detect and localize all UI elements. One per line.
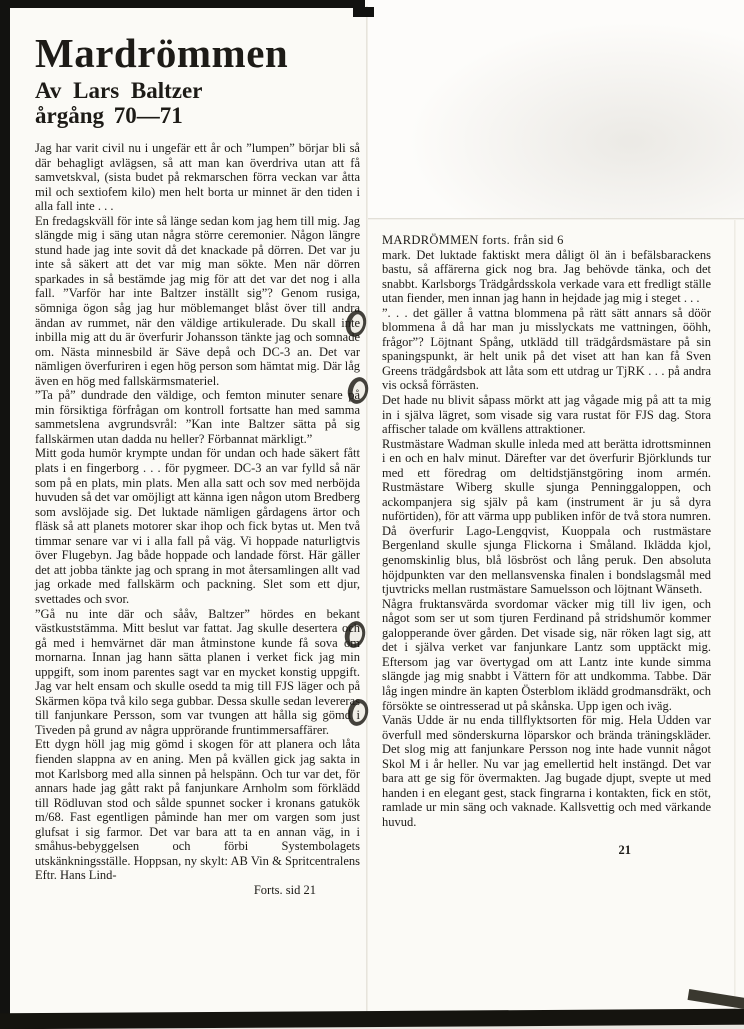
right-sheet-top-edge: [368, 218, 744, 220]
right-column: [382, 233, 711, 858]
paragraph: ”Ta på” dundrade den väldige, och femton minuter senare på min försiktiga förfrågan om kontroll fortsatte han med samma sammetslena avgrundsvrål: ”Kan inte Baltzer sätta på sig fallskärmen utan dadda nu heller? Förbannat märkligt.”: [35, 388, 360, 446]
paragraph: mark. Det luktade faktiskt mera dåligt öl än i befälsbarackens bastu, så affärerna gick nog bra. Jag behövde tänka, och det snabbt. Karlsborgs Trädgårdsskola verkade vara ett fredligt ställe utan fiender, men innan jag hann in hejdade jag mig i steget . . .: [382, 247, 711, 306]
paragraph: Rustmästare Wadman skulle inleda med att berätta idrottsminnen i en och en halv minut. Därefter var det överfurir Björklunds tur med ett föredrag om deltidstjänstgöring inom armén. Rustmästare Wiberg skulle sjunga Penninggaloppen, och ackompanjera sig själv på kam (instrument är ju så dyra nuförtiden), för att värma upp publiken inför de två stora numren. Då överfurir Lago-Lengqvist, Kuoppala och rustmästare Bergenland skulle sjunga Flickorna i Småland. Iklädda kjol, genomskinlig blus, blå lösbröst och lång peruk. Den absoluta höjdpunkten var den mellansvenska finalen i bondslagsmål med tjuvtricks mellan rustmästare Samuelsson och löjtnant Wänseth.: [382, 436, 711, 597]
paragraph: En fredagskväll för inte så länge sedan kom jag hem till mig. Jag slängde mig i säng utan några större ceremonier. Någon längre stund hade jag inte sovit då det knackade på dörren. Det var ju inte så säkert att det var mig man sökte. Men när dörren sparkades in så bestämde jag mig för att det var det nog i alla fall. ”Varför har inte Baltzer inställt sig”? Genom rusiga, sömniga ögon såg jag hur möblemanget blåst över till andra ändan av rummet, när den väldige artikulerade. Du skall inte inbilla mig att du är överfurir Johansson tänkte jag och somnade om. Nästa minnesbild är Säve depå och DC-3 an. Det var nämligen överfuriren i egen hög person som hämtat mig. Där låg även en hög med fallskärmsmateriel.: [35, 213, 360, 388]
article-year-line: årgång 70—71: [35, 103, 183, 128]
scanner-edge-left: [0, 0, 10, 1024]
paragraph: Jag har varit civil nu i ungefär ett år och ”lumpen” börjar bli så där behagligt avlägsen, så att man kan överdriva utan att få samvetskval, (sista budet på rekmarschen förra veckan var åtta mil och sextiofem kilo) men helt borta ur minnet är den tiden i alla fall inte . . .: [35, 141, 360, 214]
paragraph: Ett dygn höll jag mig gömd i skogen för att planera och låta fienden slappna av en aning. Men på kvällen gick jag sakta in mot Karlsborg med alla sinnen på helspänn. Och tur var det, för annars hade jag gått rakt på fanjunkare Arnholm som förklädd till Rödluvan stod och sålde spunnet socker i kronans gatukök m/68. Fast egentligen påminde han mer om vargen som just glufsat i sig farmor. Det var bara att ta en annan väg, in i småhus-bebyggelsen och förbi Systembolagets utskänkningsställe. Hoppsan, ny skylt: AB Vin & Spritcentralens Eftr. Hans Lind-: [35, 737, 360, 883]
scanner-edge-notch: [353, 7, 374, 17]
article-byline: Av Lars Baltzer: [35, 78, 203, 103]
paragraph: Det hade nu blivit såpass mörkt att jag vågade mig på att ta mig in i själva lägret, som visade sig vara rustat för FJS dag. Stora affischer talade om kvällens attraktioner.: [382, 393, 711, 437]
scanner-edge-top: [0, 0, 365, 8]
continuation-header: MARDRÖMMEN forts. från sid 6: [382, 233, 564, 247]
article-body-left: [35, 141, 360, 897]
page-number: 21: [618, 843, 631, 858]
paragraph: ”Gå nu inte där och sååv, Baltzer” hördes en bekant västkuststämma. Mitt beslut var fattat. Jag skulle desertera och gå med i hemvärnet där man åtminstone kunde få sova om mornarna. Innan jag hann sätta planen i verket fick jag min uppgift, som inom parentes sagt var en mycket konstig uppgift. Jag var helt ensam och skulle osedd ta mig till FJS läger och på Skärmen köpa två kilo sega gubbar. Dessa skulle sedan levereras till fanjunkare Persson, som var tvungen att hålla sig gömd i Tiveden på grund av några upprörande fruntimmersaffärer.: [35, 606, 360, 737]
continuation-note: Forts. sid 21: [253, 882, 316, 897]
scanner-edge-bottom: [0, 1009, 744, 1029]
left-column: [35, 30, 360, 897]
page-fold-crease: [366, 6, 368, 1012]
article-title: Mardrömmen: [35, 30, 289, 76]
paragraph: Mitt goda humör krympte undan för undan och hade säkert fått plats i en fingerborg . . . för pygmeer. DC-3 an var fylld så när som på en plats, min plats. Men alla satt och sov med nerböjda huvuden så det var omöjligt att känna igen någon utom Bredberg som avslöjade sig. Det luktade nämligen gårdagens ärtor och fläsk så att planets motorer skar ihop och fick bytas ut. Men två timmar senare var vi i alla fall på väg. Vi hoppade naturligtvis över Flugebyn. Jag både hoppade och landade först. Här gäller det att jobba tänkte jag och sprang in mot återsamlingen allt vad jag orkade med fallskärm och packning. Slet som ett djur, svettades och svor.: [35, 446, 360, 606]
paragraph: ”. . . det gäller å vattna blommena på rätt sätt annars så döör blommena å då har man ju misslyckats me vattningen, ööhh, frågor”? Löjtnant Spång, utklädd till trädgårdsmästare på sin spaningspunkt, är helt unik på det viset att han kan få Sven Greens trädgårdsbok att låta som ett utdrag ur TjRK . . . på andra vis också förrästen.: [382, 305, 711, 393]
paragraph: Några fruktansvärda svordomar väcker mig till liv igen, och något som ser ut som tjuren Ferdinand på stridshumör kommer galopperande över gården. Det visade sig, när röken lagt sig, att det i själva verket var fanjunkare Lantz som upptäckt mig. Eftersom jag var övertygad om att Lantz inte kunde simma slängde jag mig snabbt i Vättern för att undkomma. Tabbe. Där låg ingen mindre än kapten Österblom iklädd grodmansdräkt, och försökte se ointresserad ut på skånska. Upp igen och iväg.: [382, 596, 711, 713]
paragraph: Vanäs Udde är nu enda tillflyktsorten för mig. Hela Udden var överfull med sönderskurna löparskor och brända träningskläder. Det slog mig att fanjunkare Persson nog inte hade vunnit något Skol M i år heller. Nu var jag emellertid helt instängd. Det var bara att ge sig för övermakten. Jag bugade djupt, svepte ut med handen i en elegant gest, stack fingrarna i kontakten, fick en stöt, ramlade ur min säng och vaknade. Kallsvettig och med värkande huvud.: [382, 713, 711, 829]
right-sheet-blank-area: [368, 0, 744, 218]
right-sheet-side-crease: [734, 220, 736, 1010]
